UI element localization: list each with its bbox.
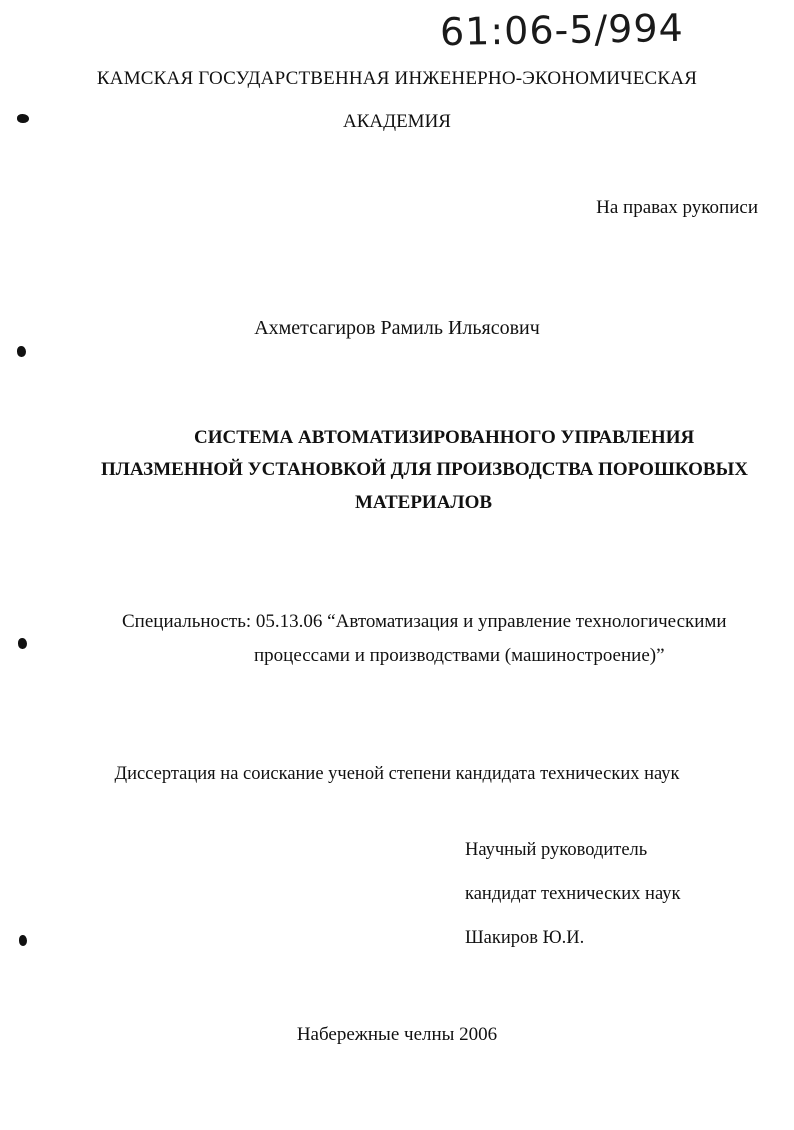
punch-hole-mark	[17, 346, 26, 357]
punch-hole-mark	[17, 114, 29, 123]
place-year: Набережные челны 2006	[296, 1024, 498, 1045]
archive-mark: 61:06-5/994	[439, 5, 685, 55]
title-line-3: МАТЕРИАЛОВ	[355, 492, 493, 513]
title-line-2: ПЛАЗМЕННОЙ УСТАНОВКОЙ ДЛЯ ПРОИЗВОДСТВА ПОРОШКОВЫХ	[101, 459, 748, 480]
punch-hole-mark	[19, 935, 27, 946]
institution-line-1: КАМСКАЯ ГОСУДАРСТВЕННАЯ ИНЖЕНЕРНО-ЭКОНОМИЧЕСКАЯ	[96, 68, 698, 89]
supervisor-role: Научный руководитель	[465, 840, 648, 860]
title-line-1: СИСТЕМА АВТОМАТИЗИРОВАННОГО УПРАВЛЕНИЯ	[194, 427, 695, 448]
degree-statement: Диссертация на соискание ученой степени кандидата технических наук	[114, 764, 680, 784]
author-name: Ахметсагиров Рамиль Ильясович	[254, 317, 540, 339]
punch-hole-mark	[18, 638, 27, 649]
rights-note: На правах рукописи	[596, 197, 758, 218]
specialty-line-2: процессами и производствами (машиностроение)”	[254, 645, 665, 666]
institution-line-2: АКАДЕМИЯ	[343, 111, 451, 132]
specialty-line-1: Специальность: 05.13.06 “Автоматизация и управление технологическими	[122, 611, 727, 632]
supervisor-degree: кандидат технических наук	[465, 884, 681, 904]
supervisor-name: Шакиров Ю.И.	[465, 928, 585, 948]
